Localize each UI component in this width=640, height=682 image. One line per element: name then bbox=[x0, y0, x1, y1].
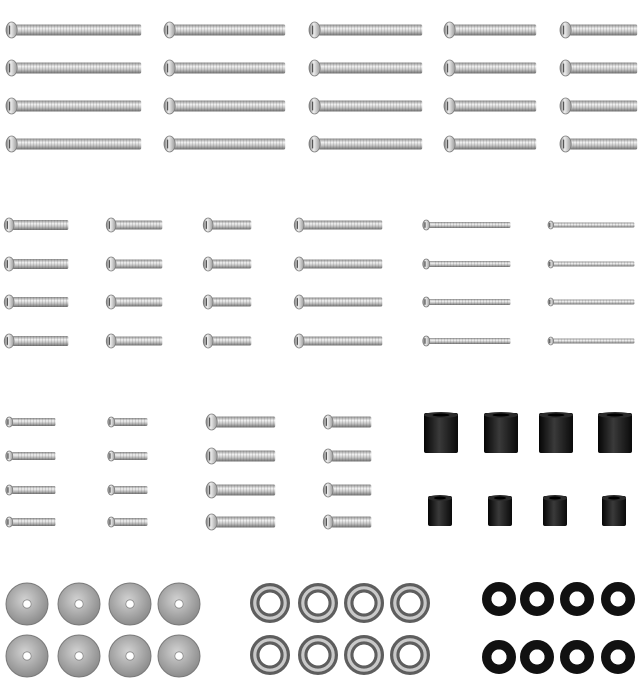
bolt-icon bbox=[203, 295, 251, 309]
washer-icon bbox=[565, 645, 589, 669]
bolt-icon bbox=[164, 98, 285, 114]
bolt-icon bbox=[6, 451, 56, 461]
washer-icon bbox=[349, 640, 379, 670]
bolt-icon bbox=[206, 514, 275, 530]
bolt-icon bbox=[548, 337, 635, 345]
bolt-icon bbox=[423, 336, 511, 346]
bolt-icon bbox=[423, 297, 511, 307]
bolt-icon bbox=[6, 417, 56, 427]
bolt-icon bbox=[6, 517, 56, 527]
washer-icon bbox=[487, 587, 511, 611]
bolt-icon bbox=[548, 298, 635, 306]
washer-icon bbox=[487, 645, 511, 669]
bolt-icon bbox=[4, 334, 68, 348]
washer-icon bbox=[109, 583, 151, 625]
bolt-icon bbox=[206, 482, 275, 498]
washer-icon bbox=[158, 583, 200, 625]
bolt-icon bbox=[309, 60, 422, 76]
bolt-icon bbox=[444, 22, 536, 38]
bolt-icon bbox=[164, 60, 285, 76]
washer-icon bbox=[565, 587, 589, 611]
bolt-icon bbox=[444, 136, 536, 152]
bolt-icon bbox=[323, 483, 371, 497]
washer-icon bbox=[606, 645, 630, 669]
washer-icon bbox=[58, 635, 100, 677]
bolt-icon bbox=[6, 136, 141, 152]
spacer-icon bbox=[543, 495, 567, 526]
bolt-icon bbox=[323, 415, 371, 429]
spacer-icon bbox=[602, 495, 626, 526]
bolt-icon bbox=[6, 98, 141, 114]
bolt-icon bbox=[548, 221, 635, 229]
bolt-icon bbox=[309, 98, 422, 114]
washer-icon bbox=[395, 640, 425, 670]
bolt-icon bbox=[164, 136, 285, 152]
bolt-icon bbox=[294, 218, 382, 232]
washer-icon bbox=[525, 587, 549, 611]
bolt-icon bbox=[106, 218, 162, 232]
bolt-icon bbox=[548, 260, 635, 268]
bolt-icon bbox=[6, 60, 141, 76]
bolt-icon bbox=[294, 334, 382, 348]
bolt-icon bbox=[4, 218, 68, 232]
bolt-icon bbox=[106, 295, 162, 309]
bolt-icon bbox=[560, 22, 637, 38]
bolt-icon bbox=[203, 218, 251, 232]
washer-icon bbox=[395, 588, 425, 618]
bolt-icon bbox=[108, 451, 148, 461]
bolt-icon bbox=[309, 136, 422, 152]
bolt-icon bbox=[206, 448, 275, 464]
bolt-icon bbox=[560, 60, 637, 76]
washer-icon bbox=[58, 583, 100, 625]
bolt-icon bbox=[444, 60, 536, 76]
spacer-icon bbox=[488, 495, 512, 526]
washers-layer bbox=[6, 583, 630, 677]
bolt-icon bbox=[108, 417, 148, 427]
spacer-icon bbox=[484, 412, 518, 453]
bolt-icon bbox=[6, 485, 56, 495]
spacer-icon bbox=[539, 412, 573, 453]
bolt-icon bbox=[444, 98, 536, 114]
bolt-icon bbox=[6, 22, 141, 38]
washer-icon bbox=[255, 640, 285, 670]
spacer-icon bbox=[428, 495, 452, 526]
bolt-icon bbox=[206, 414, 275, 430]
washer-icon bbox=[606, 587, 630, 611]
bolt-icon bbox=[323, 449, 371, 463]
bolt-icon bbox=[560, 98, 637, 114]
washer-icon bbox=[349, 588, 379, 618]
bolt-icon bbox=[294, 257, 382, 271]
bolts-layer bbox=[4, 22, 637, 530]
bolt-icon bbox=[108, 485, 148, 495]
spacers-layer bbox=[424, 412, 632, 526]
bolt-icon bbox=[108, 517, 148, 527]
washer-icon bbox=[525, 645, 549, 669]
washer-icon bbox=[109, 635, 151, 677]
bolt-icon bbox=[323, 515, 371, 529]
washer-icon bbox=[303, 588, 333, 618]
bolt-icon bbox=[203, 257, 251, 271]
bolt-icon bbox=[294, 295, 382, 309]
bolt-icon bbox=[164, 22, 285, 38]
washer-icon bbox=[6, 583, 48, 625]
bolt-icon bbox=[560, 136, 637, 152]
bolt-icon bbox=[106, 334, 162, 348]
bolt-icon bbox=[423, 259, 511, 269]
washer-icon bbox=[6, 635, 48, 677]
bolt-icon bbox=[106, 257, 162, 271]
bolt-icon bbox=[4, 295, 68, 309]
washer-icon bbox=[303, 640, 333, 670]
bolt-icon bbox=[4, 257, 68, 271]
spacer-icon bbox=[598, 412, 632, 453]
bolt-icon bbox=[203, 334, 251, 348]
washer-icon bbox=[255, 588, 285, 618]
bolt-icon bbox=[423, 220, 511, 230]
washer-icon bbox=[158, 635, 200, 677]
bolt-icon bbox=[309, 22, 422, 38]
spacer-icon bbox=[424, 412, 458, 453]
